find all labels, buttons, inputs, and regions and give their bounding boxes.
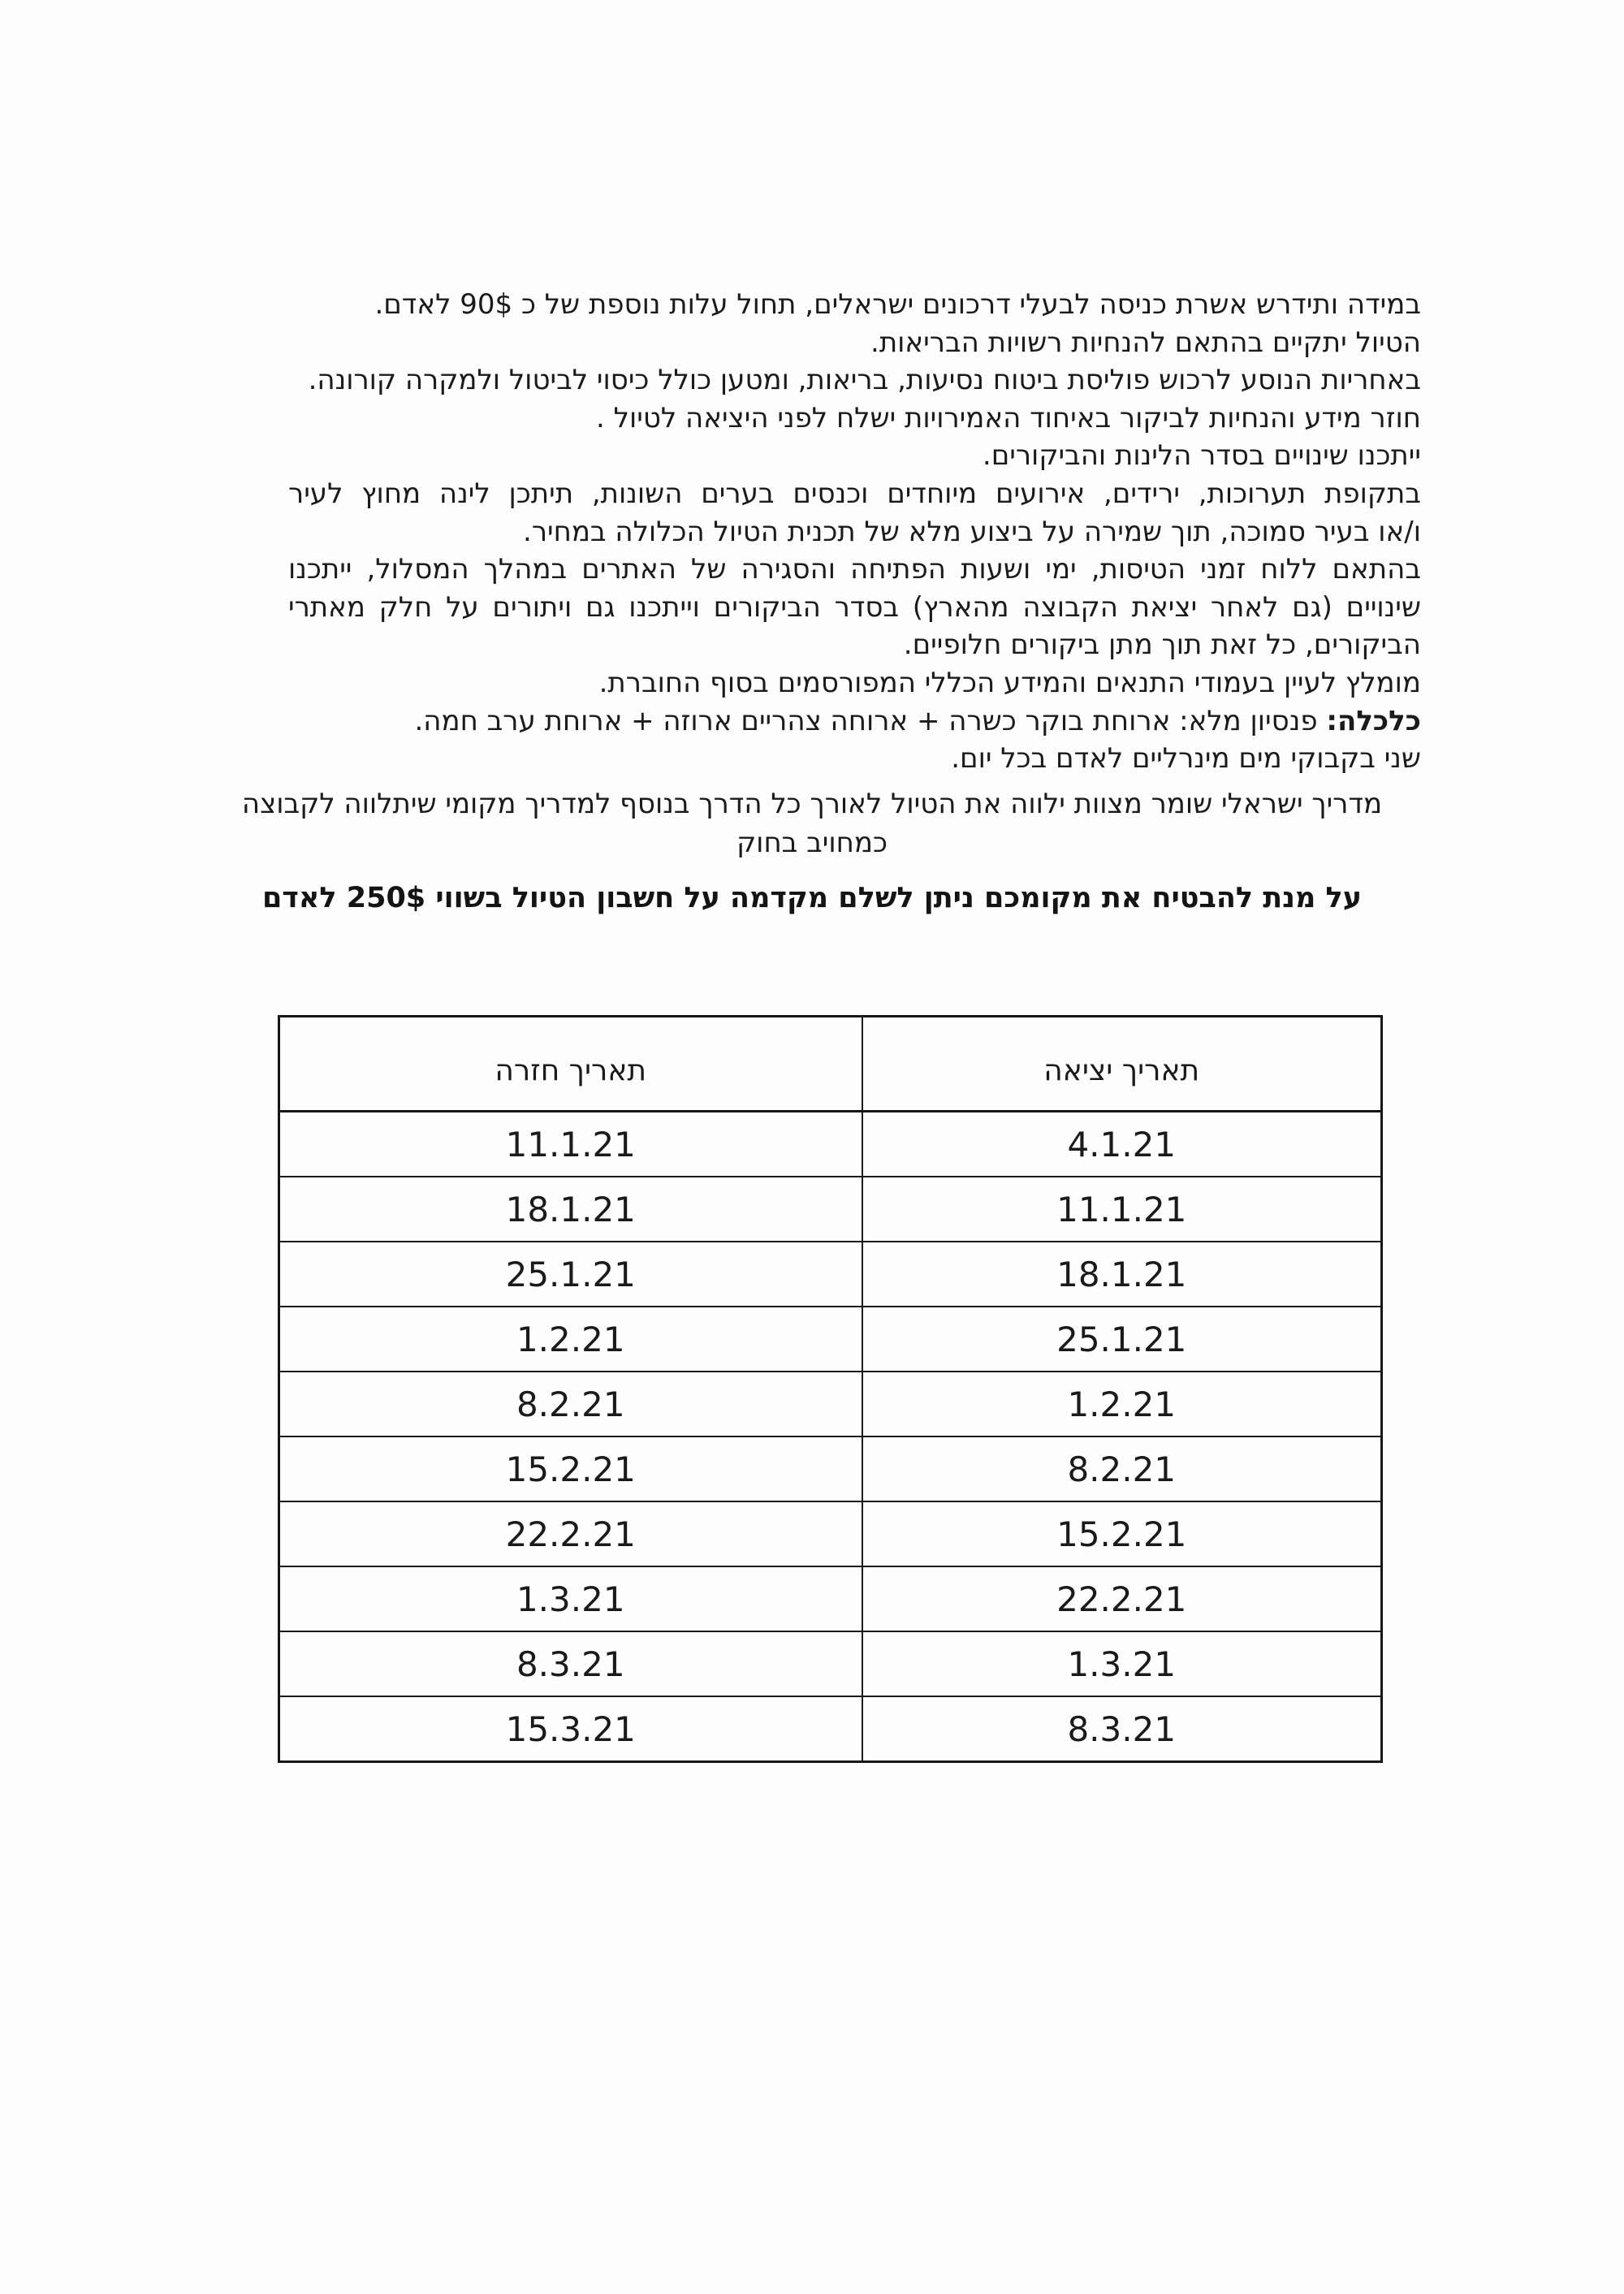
guide-paragraph — [219, 784, 1405, 862]
meals-text: פנסיון מלא: ארוחת בוקר כשרה + ארוחה צהריים ארוזה + ארוחת ערב חמה. — [414, 704, 1327, 737]
table-header-departure-date: תאריך יציאה — [862, 1017, 1382, 1112]
table-row — [279, 1372, 1382, 1436]
terms-paragraph — [288, 286, 1421, 778]
departure-date-cell: 18.1.21 — [862, 1242, 1382, 1307]
departure-date-cell: 15.2.21 — [862, 1501, 1382, 1566]
return-date-cell: 22.2.21 — [279, 1501, 862, 1566]
return-date-cell: 1.3.21 — [279, 1566, 862, 1631]
departure-date-cell: 1.3.21 — [862, 1631, 1382, 1696]
return-date-cell: 8.2.21 — [279, 1372, 862, 1436]
return-date-cell: 1.2.21 — [279, 1307, 862, 1372]
dates-table — [278, 1015, 1383, 1763]
departure-date-cell: 4.1.21 — [862, 1112, 1382, 1177]
table-row — [279, 1307, 1382, 1372]
guide-line: כמחויב בחוק — [736, 827, 888, 859]
terms-line: מומלץ לעיין בעמודי התנאים והמידע הכללי המפורסמים בסוף החוברת. — [598, 666, 1421, 699]
terms-line: שינויים (גם לאחר יציאת הקבוצה מהארץ) בסדר הביקורים וייתכנו גם ויתורים על חלק מאתרי — [288, 590, 1421, 624]
table-header-row — [279, 1017, 1382, 1112]
guide-line: מדריך ישראלי שומר מצוות ילווה את הטיול לאורך כל הדרך בנוסף למדריך מקומי שיתלווה לקבוצה — [241, 788, 1383, 820]
terms-line: הביקורים, כל זאת תוך מתן ביקורים חלופיים. — [903, 629, 1421, 662]
table-header-return-date: תאריך חזרה — [279, 1017, 862, 1112]
table-row — [279, 1631, 1382, 1696]
table-row — [279, 1436, 1382, 1501]
deposit-notice: על מנת להבטיח את מקומכם ניתן לשלם מקדמה על חשבון הטיול בשווי 250$ לאדם — [261, 882, 1363, 914]
terms-line: ייתכנו שינויים בסדר הלינות והביקורים. — [982, 439, 1421, 473]
return-date-cell: 18.1.21 — [279, 1177, 862, 1242]
table-row — [279, 1112, 1382, 1177]
terms-line: בתקופת תערוכות, ירידים, אירועים מיוחדים וכנסים בערים השונות, תיתכן לינה מחוץ לעיר — [288, 477, 1421, 510]
meals-label: כלכלה: — [1326, 704, 1421, 737]
return-date-cell: 11.1.21 — [279, 1112, 862, 1177]
departure-date-cell: 1.2.21 — [862, 1372, 1382, 1436]
departure-date-cell: 8.3.21 — [862, 1696, 1382, 1762]
terms-line: חוזר מידע והנחיות לביקור באיחוד האמירויות ישלח לפני היציאה לטיול . — [596, 401, 1421, 434]
terms-line: בהתאם ללוח זמני הטיסות, ימי ושעות הפתיחה והסגירה של האתרים במהלך המסלול, ייתכנו — [288, 553, 1421, 586]
return-date-cell: 25.1.21 — [279, 1242, 862, 1307]
table-row — [279, 1177, 1382, 1242]
table-row — [279, 1696, 1382, 1762]
terms-line: ו/או בעיר סמוכה, תוך שמירה על ביצוע מלא של תכנית הטיול הכלולה במחיר. — [523, 515, 1421, 548]
terms-line: באחריות הנוסע לרכוש פוליסת ביטוח נסיעות, בריאות, ומטען כולל כיסוי לביטול ולמקרה קורונה. — [308, 364, 1421, 397]
terms-line: במידה ותידרש אשרת כניסה לבעלי דרכונים ישראלים, תחול עלות נוספת של כ 90$ לאדם. — [374, 288, 1421, 321]
table-row — [279, 1501, 1382, 1566]
water-line: שני בקבוקי מים מינרליים לאדם בכל יום. — [951, 742, 1421, 775]
departure-date-cell: 8.2.21 — [862, 1436, 1382, 1501]
departure-date-cell: 25.1.21 — [862, 1307, 1382, 1372]
meals-line — [288, 702, 1421, 741]
return-date-cell: 8.3.21 — [279, 1631, 862, 1696]
return-date-cell: 15.2.21 — [279, 1436, 862, 1501]
table-row — [279, 1242, 1382, 1307]
terms-line: הטיול יתקיים בהתאם להנחיות רשויות הבריאות. — [870, 326, 1421, 359]
return-date-cell: 15.3.21 — [279, 1696, 862, 1762]
departure-date-cell: 11.1.21 — [862, 1177, 1382, 1242]
table-row — [279, 1566, 1382, 1631]
departure-date-cell: 22.2.21 — [862, 1566, 1382, 1631]
